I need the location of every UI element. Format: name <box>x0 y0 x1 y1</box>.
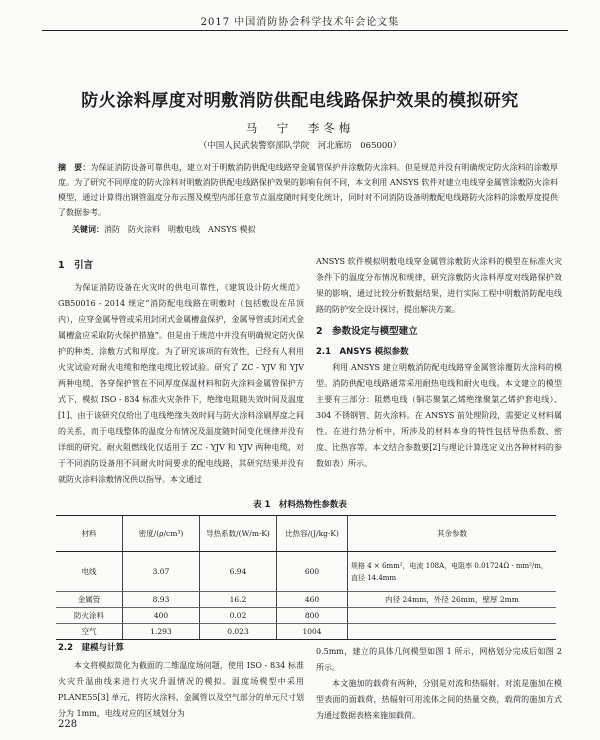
section-2-2-paragraph: 本文将模拟简化为截面的二维温度场问题，使用 ISO - 834 标准火灾升温曲线来进行火灾升温情况的模拟。温度场模型中采用 PLANE55[3] 单元，将防火涂料、金属管以及空气部分的单元尺寸划分为 1mm，电线对应的区域划分为 <box>58 661 304 718</box>
table-row <box>56 608 556 624</box>
header-rule <box>42 30 568 31</box>
table-row <box>56 624 556 640</box>
table-cell: 规格 4 × 6mm²，电流 108A，电阻率 0.01724Ω · mm²/m，直径 14.4mm <box>348 552 557 592</box>
section-2-1-paragraph: 利用 ANSYS 建立明敷消防配电线路穿金属管涂覆防火涂料的模型。消防供配电线路通常采用耐热电线和耐火电线。本文建立的模型主要有三部分：阻燃电线（铜芯聚氯乙烯绝缘聚氯乙烯护套电线）、304 不锈钢管、防火涂料。在 ANSYS 前处理阶段，需要定义材料属性。在进行热分析中，所涉及的材料本身的特性包括导热系数、密度、比热容等。本文结合参数要[2]与理论计算选定义出各种材料的参数如表）所示。 <box>316 363 562 468</box>
section-2-1-heading: 2.1 ANSYS 模拟参数 <box>316 347 409 357</box>
table-cell: 400 <box>123 608 200 624</box>
right-column-bottom <box>316 644 562 724</box>
table-cell: 内径 24mm，外径 26mm，壁厚 2mm <box>348 592 557 608</box>
section-1-heading: 1 引言 <box>58 260 94 271</box>
paper-title: 防火涂料厚度对明敷消防供配电线路保护效果的模拟研究 <box>81 91 519 111</box>
table-cell: 800 <box>277 608 348 624</box>
keywords-label: 关键词： <box>72 224 104 234</box>
table-cell <box>348 624 557 640</box>
table-cell: 0.02 <box>200 608 277 624</box>
table-row <box>56 552 556 592</box>
abstract <box>58 160 558 220</box>
running-header: 2017 中国消防协会科学技术年会论文集 <box>200 17 400 28</box>
section-2-2-heading: 2.2 建模与计算 <box>58 643 125 653</box>
table-header-row <box>56 516 556 552</box>
table-cell: 电线 <box>56 552 123 592</box>
abstract-label: 摘 要： <box>58 162 91 172</box>
table-cell: 3.07 <box>123 552 200 592</box>
table-cell: 防火涂料 <box>56 608 123 624</box>
table-cell: 金属管 <box>56 592 123 608</box>
table-header-cell: 材料 <box>56 516 123 552</box>
table-cell: 空气 <box>56 624 123 640</box>
section-2-heading: 2 参数设定与模型建立 <box>316 326 418 337</box>
left-column-bottom <box>58 640 304 722</box>
material-properties-table <box>56 515 556 640</box>
right-column-paragraph-1: ANSYS 软件模拟明敷电线穿金属管涂敷防火涂料的模型在标准火灾条件下的温度分布情况和规律，研究涂敷防火涂料厚度对线路保护效果的影响，通过比较分析数据结果，进行实际工程中明敷消防配电线路的防护安全设计探讨，提出解决方案。 <box>316 257 562 314</box>
table-cell: 6.94 <box>200 552 277 592</box>
table-header-cell: 其余参数 <box>348 516 557 552</box>
keywords <box>72 224 552 235</box>
table-header-cell: 导热系数/(W/m·K) <box>200 516 277 552</box>
right-column-paragraph-2: 0.5mm，建立的具体几何模型如图 1 所示，网格划分完成后如图 2 所示。 <box>316 647 562 672</box>
table-cell: 460 <box>277 592 348 608</box>
left-column-top <box>58 258 304 488</box>
page-number: 228 <box>58 719 78 730</box>
table-cell: 600 <box>277 552 348 592</box>
table-cell: 1004 <box>277 624 348 640</box>
table-header-cell: 比热容/(J/kg·K) <box>277 516 348 552</box>
paper-authors: 马 宁 李冬梅 <box>245 121 355 135</box>
abstract-text: 为保证消防设备可靠供电，建立对于明敷消防供配电线路穿金属管保护并涂敷防火涂料。但是规范并没有明确规定防火涂料的涂敷厚度。为了研究不同厚度的防火涂料对明敷消防供配电线路保护效果的影响有何不同，本文利用 ANSYS 软件对建立电线穿金属管涂敷防火涂料模型，通过计算得出钢管温度分布云图及模型内部任意节点温度随时间变化统计，同时对不同消防设备明敷配电线路防火涂料的涂敷厚度提供了数据参考。 <box>58 163 558 217</box>
section-1-paragraph: 为保证消防设备在火灾时的供电可靠性，《建筑设计防火规范》GB50016 - 2014 规定“消防配电线路在明敷时（包括敷设在吊顶内），应穿金属导管或采用封闭式金属槽盒保护，金属导管或封闭式金属槽盒应采取防火保护措施”。但是由于规范中并没有明确规定防火保护的种类、涂敷方式和厚度。为了研究该项的有效性，已经有人利用火灾试验对耐火电缆和绝缘电缆比较试验。研究了 ZC - YJV 和 YJV 两种电缆，各穿保护管在不同厚度保温材料和防火涂料金属管保护方式下，模拟 ISO - 834 标准火灾条件下，绝缘电阻随失效时间及温度[1]、由于该研究仅给出了电线绝缘失效时间与防火涂料涂刷厚度之间的关系，而于电线整体的温度分布情况及温度随时间变化规律并没有详细的研究。耐火阻燃线化仅适用于 ZC - YJV 和 YJV 两种电缆，对于不同消防设备用不同耐火时间要求的配电线路，其研究结果并没有就防火涂料涂敷情况供以指导。本文通过 <box>58 283 304 484</box>
table-row <box>56 592 556 608</box>
table-cell: 8.93 <box>123 592 200 608</box>
table-caption: 表 1 材料热物性参数表 <box>253 500 347 510</box>
table-cell: 0.023 <box>200 624 277 640</box>
table-cell: 16.2 <box>200 592 277 608</box>
keywords-text: 消防 防火涂料 明敷电线 ANSYS 模拟 <box>104 225 256 234</box>
right-column-paragraph-3: 本文施加的载荷有两种，分别是对流和热辐射。对流是施加在模型表面的面载荷，热辐射可用流体之间的热量交换，载荷的施加方式为通过数据表格来施加载荷。 <box>316 679 562 720</box>
right-column-top <box>316 254 562 472</box>
table-cell <box>348 608 557 624</box>
paper-affiliation: （中国人民武装警察部队学院 河北廊坊 065000） <box>198 141 402 151</box>
table-header-cell: 密度/(ρ/cm³) <box>123 516 200 552</box>
table-cell: 1.293 <box>123 624 200 640</box>
